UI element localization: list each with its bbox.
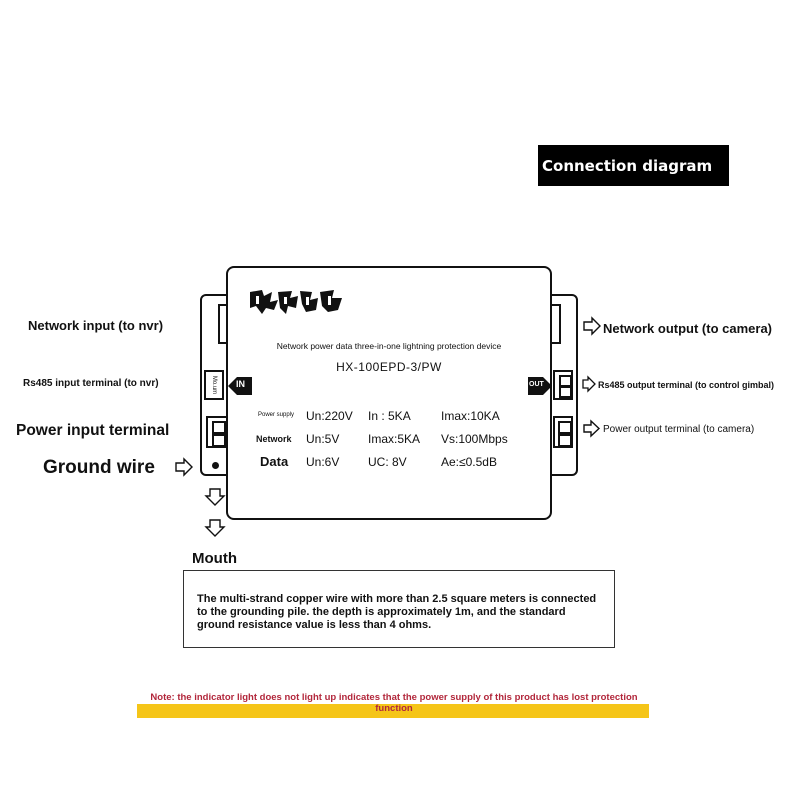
down-arrow-icon-1 [205, 488, 225, 506]
device-model: HX-100EPD-3/PW [336, 360, 442, 374]
power-output-pin-1 [558, 421, 572, 434]
device-name: Network power data three-in-one lightning protection device [276, 341, 502, 351]
spec-data-ae: Ae:≤0.5dB [441, 455, 497, 469]
rs485-output-label: Rs485 output terminal (to control gimbal) [598, 380, 775, 390]
diagram-title: Connection diagram [538, 145, 729, 186]
rs485-input-port [204, 370, 224, 400]
network-input-label: Network input (to nvr) [28, 318, 164, 333]
power-output-port [553, 416, 573, 448]
spec-power-label: Power supply [258, 412, 295, 418]
rs485-port-text: Mo.um [211, 375, 217, 395]
ground-dot [212, 462, 219, 469]
power-output-pin-2 [558, 434, 572, 447]
spec-network-imax: Imax:5KA [368, 432, 421, 446]
spec-power-imax: Imax:10KA [441, 409, 500, 423]
out-label: OUT [529, 381, 544, 388]
ground-note: The multi-strand copper wire with more than 2.5 square meters is connected to the grounding pile. the depth is approximately 1m, and the standard ground resistance value is less than 4 ohms. [183, 570, 615, 648]
spec-network-label: Network [256, 434, 292, 444]
power-input-label: Power input terminal [16, 422, 170, 439]
brand-logo [248, 288, 344, 316]
network-output-arrow-icon [583, 317, 601, 335]
ground-wire-label: Ground wire [43, 457, 155, 478]
spec-data-label: Data [260, 454, 289, 469]
in-label: IN [236, 379, 245, 389]
spec-power-un: Un:220V [306, 409, 353, 423]
mouth-label: Mouth [192, 550, 237, 567]
spec-power-in: In : 5KA [368, 409, 411, 423]
rs485-output-port [553, 370, 573, 400]
power-output-label: Power output terminal (to camera) [603, 424, 755, 435]
spec-network-un: Un:5V [306, 432, 340, 446]
power-input-pin-1 [212, 421, 226, 434]
power-input-pin-2 [212, 434, 226, 447]
rs485-output-arrow-icon [582, 376, 596, 392]
spec-network-vs: Vs:100Mbps [441, 432, 508, 446]
power-input-port [206, 416, 228, 448]
rs485-input-label: Rs485 input terminal (to nvr) [23, 378, 159, 389]
power-output-arrow-icon [583, 420, 600, 437]
network-output-label: Network output (to camera) [603, 321, 773, 336]
warning-text: Note: the indicator light does not light up indicates that the power supply of this product has lost protection function [150, 692, 638, 714]
spec-data-uc: UC: 8V [368, 455, 407, 469]
down-arrow-icon-2 [205, 519, 225, 537]
ground-wire-arrow-icon [175, 458, 193, 476]
spec-data-un: Un:6V [306, 455, 340, 469]
rs485-output-pin-2 [559, 386, 572, 398]
